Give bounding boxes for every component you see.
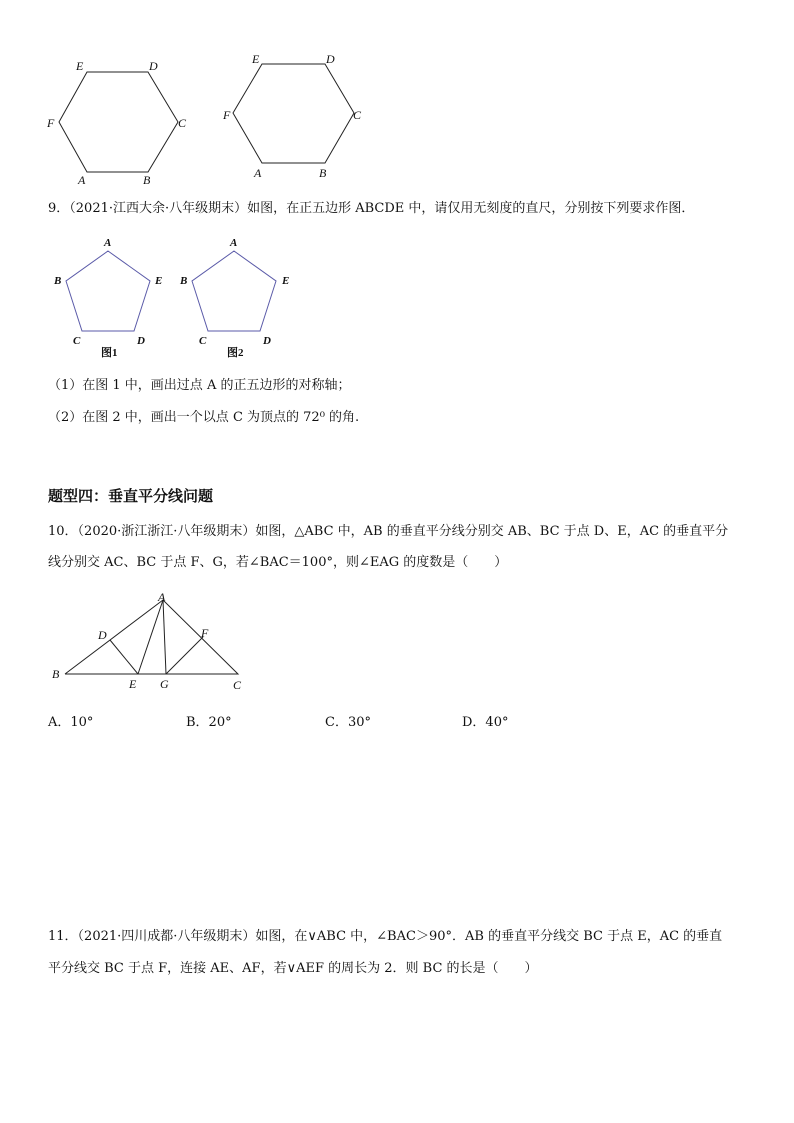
tri-label-a: A [158,590,166,604]
hex-right-label-a: A [254,166,262,180]
fig1-label-c: C [73,335,81,347]
tri-label-e: E [129,677,137,691]
q10-line1: 10．（2020·浙江浙江·八年级期末）如图，△ABC 中，AB 的垂直平分线分别交 AB、BC 于点 D、E，AC 的垂直平分 [48,524,729,539]
fig2-caption: 图2 [227,347,244,359]
pentagon-fig1 [66,251,150,331]
section-title: 题型四：垂直平分线问题 [48,487,214,505]
tri-label-f: F [201,626,209,640]
hex-left-label-c: C [178,116,187,130]
fig2-label-a: A [230,237,238,249]
segment-fg [166,637,203,674]
tri-label-b: B [52,667,60,681]
hexagon-right [233,64,354,163]
segment-ae [138,600,163,674]
q11-line1: 11．（2021·四川成都·八年级期末）如图，在∨ABC 中，∠BAC＞90°．AB 的垂直平分线交 BC 于点 E，AC 的垂直 [48,929,723,944]
q9-sub2: （2）在图 2 中，画出一个以点 C 为顶点的 72⁰ 的角. [48,410,360,425]
triangle-abc [65,600,238,674]
pentagon-figures [0,230,794,360]
fig2-label-c: C [199,335,207,347]
fig2-label-b: B [180,275,188,287]
hex-right-label-c: C [353,108,362,122]
q11-line2: 平分线交 BC 于点 F，连接 AE、AF，若∨AEF 的周长为 2．则 BC 的长是（ ） [48,961,538,976]
tri-label-d: D [98,628,107,642]
segment-ag [163,600,166,674]
q10-option-d[interactable]: D．40° [462,715,509,730]
fig1-label-d: D [137,335,145,347]
tri-label-c: C [233,678,242,692]
q10-option-b[interactable]: B．20° [186,715,232,730]
q9-sub1: （1）在图 1 中，画出过点 A 的正五边形的对称轴； [48,378,351,393]
hex-right-label-b: B [319,166,327,180]
segment-de [110,640,138,674]
fig1-label-b: B [54,275,62,287]
hex-left-label-e: E [76,59,84,73]
fig2-label-d: D [263,335,271,347]
q9-text: 9．（2021·江西大余·八年级期末）如图，在正五边形 ABCDE 中，请仅用无刻度的直尺，分别按下列要求作图． [48,201,695,216]
hex-left-label-b: B [143,173,151,187]
q10-option-c[interactable]: C．30° [325,715,371,730]
hex-right-label-e: E [252,52,260,66]
tri-label-g: G [160,677,169,691]
q10-option-a[interactable]: A．10° [48,715,94,730]
fig1-label-a: A [104,237,112,249]
hex-left-label-f: F [47,116,55,130]
hexagon-left [59,72,178,172]
fig1-label-e: E [155,275,163,287]
hex-right-label-d: D [326,52,335,66]
hex-right-label-f: F [223,108,231,122]
fig2-label-e: E [282,275,290,287]
hexagon-figures [0,0,794,195]
q10-line2: 线分别交 AC、BC 于点 F、G，若∠BAC＝100°，则∠EAG 的度数是（ ） [48,555,508,570]
fig1-caption: 图1 [101,347,118,359]
hex-left-label-d: D [149,59,158,73]
triangle-figure [0,585,794,700]
hex-left-label-a: A [78,173,86,187]
pentagon-fig2 [192,251,276,331]
